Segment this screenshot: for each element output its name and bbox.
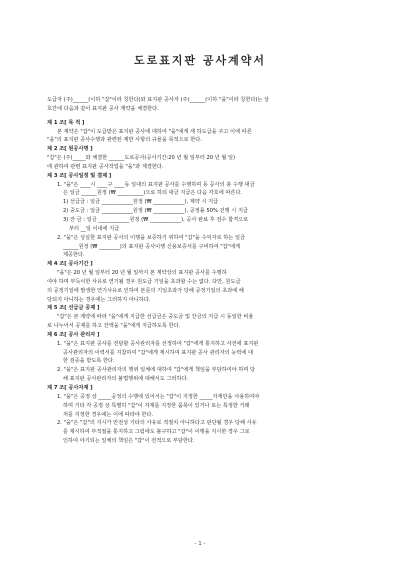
section-line: 2. "을"은 "갑"의 지시가 안전상 기타의 사유로 적절치 아니하다고 판단될 경우 당해 사유 [57,420,257,427]
section-heading: 제 3 조[ 공사일정 및 결제 ] [47,172,112,179]
section-line: 2) 중도금 : 일금 ____________원정 (₩ ____________), 공정률 50% 진행 시 지급 [63,208,248,215]
section-heading: 제 6 조[ 공사 관리자 ] [47,331,100,338]
document-body [47,96,365,446]
section-line: "을"은 20 년 월 일부터 20 년 월 일까지 본 계약상의 표지판 공사를 수행하 [57,270,227,277]
section-heading: 제 4 조[ 공사기간 ] [47,261,93,268]
section-heading: 제 5 조[ 선급금 공제 ] [47,305,100,312]
intro-line: 호간에 다음과 같이 표지판 공사 계약을 체결한다. [47,105,159,112]
section-line: 1) 선급금 : 일금 ____________원정 (₩ ____________), 계약 시 지급 [63,199,219,206]
section-heading: 제 2 조[ 원공사명 ] [47,146,93,153]
section-line: 1. "을"은 공정 상 _____공정의 수행에 있어서는 "갑"이 지정한 _____자재만을 사용하여야 [57,393,260,400]
section-line: 에 관하여 관련 표지판 공사작업을 "을"과 계결한다. [47,163,164,170]
section-line: 1. "을"은 표지판 공사를 전담할 공사관리자를 선정하여 "갑"에게 통지하고 사전에 표지판 [57,340,259,347]
section-line: 의 공정기일에 발생한 연기사유로 인하여 본문의 기일초과가 당해 공정기일의 초과에 해 [47,287,244,294]
section-heading: 제 7 조[ 공사자재 ] [47,385,93,391]
section-line: "갑"은 본 계약에 따라 "을"에게 지급한 선급금은 중도금 및 잔금의 지급 시 동일한 비율 [57,314,254,321]
section-line: 인하여 야기되는 일체의 책임은 "갑"이 전적으로 부담한다. [63,438,195,445]
section-line: 은 일금 ______원정 (₩ __________)으로 하되 대금 지급은 다음 각호에 따른다. [63,190,243,197]
page-number: - 1 - [194,541,206,547]
section-line: 를 제시하여 부적절을 통지하고 그럼에도 불구하고 "갑"이 이행을 지시한 경우 그로 [63,429,250,436]
section-line: 해 표지판 공사관리자의 불법행위에 대해서도 그러하다. [63,376,189,383]
section-heading: 제 1 조[ 목 적 ] [47,119,85,126]
section-line: 공사관리자의 이력서를 지참하여 "갑"에게 제시하여 표지판 공사 관리자의 능력에 대 [63,349,253,356]
intro-line: 도급자 (주)______(이하 "갑"이라 칭한다)와 표지판 공사자 (주)______(이하 "을"이라 칭한다)는 상 [47,97,270,103]
section-line: 부터 __일 이내에 지급 [69,225,120,232]
section-line: 로 나누어서 공제를 하고 잔액을 "을"에게 지급하도록 한다. [47,323,181,330]
section-line: 당되지 아니하는 경우에는 그러하지 아니하다. [47,296,151,303]
section-line: 2. "을"은 표지판 공사관리자의 행위 일체에 대하여 "갑"에게 책임을 부담하여야 하며 당 [57,367,255,374]
document-title: 도로표지판 공사계약서 [133,54,267,67]
section-line: ______원정 (₩ ________)의 표지판 공사이행 신용보증서를 구비하여 "갑"에게 [63,243,241,250]
section-line: "을"의 표지판 공사수행과 관련된 제반 사항의 규율을 목적으로 한다. [47,137,202,144]
section-line: 1. "을"은 ____시 ____구 ____동 일대의 표지판 공사를 수행하며 동 공사의 총 수행 대금 [57,181,255,188]
section-line: 한 검증을 받도록 한다. [63,358,115,365]
section-line: "갑"은 (주)_____와 체결한 ______도로공사(공사기간:20 년 월 일부터 20 년 월 일) [47,155,236,162]
section-line: 3) 잔 금 : 일금 ____________원정 (₩ ____________), 공사 완료 후 검수 합격으로 [63,216,249,223]
section-line: 본 계약은 "갑"이 도급받은 표지판 공사에 대하여 "을"에게 재 하도급을 주고 이에 따른 [57,128,252,135]
section-line: 하며 기타 각 공정 상 특별히 "갑"이 자재를 지정한 품목이 있거나 또는 특정한 거래 [63,402,250,409]
section-line: 여야 하며 부득이한 사유로 연기될 경우 원도급 기일을 초과할 수는 없다. 다만, 원도급 [47,278,241,285]
section-line: 제공한다. [63,252,85,259]
section-line: 처를 지정한 경우에는 이에 따라야 한다. [63,411,154,418]
section-line: 2. "을"은 성실한 표지판 공사의 이행을 보증하기 위하여 "갑"을 수익자로 하는 일금 [57,234,245,241]
